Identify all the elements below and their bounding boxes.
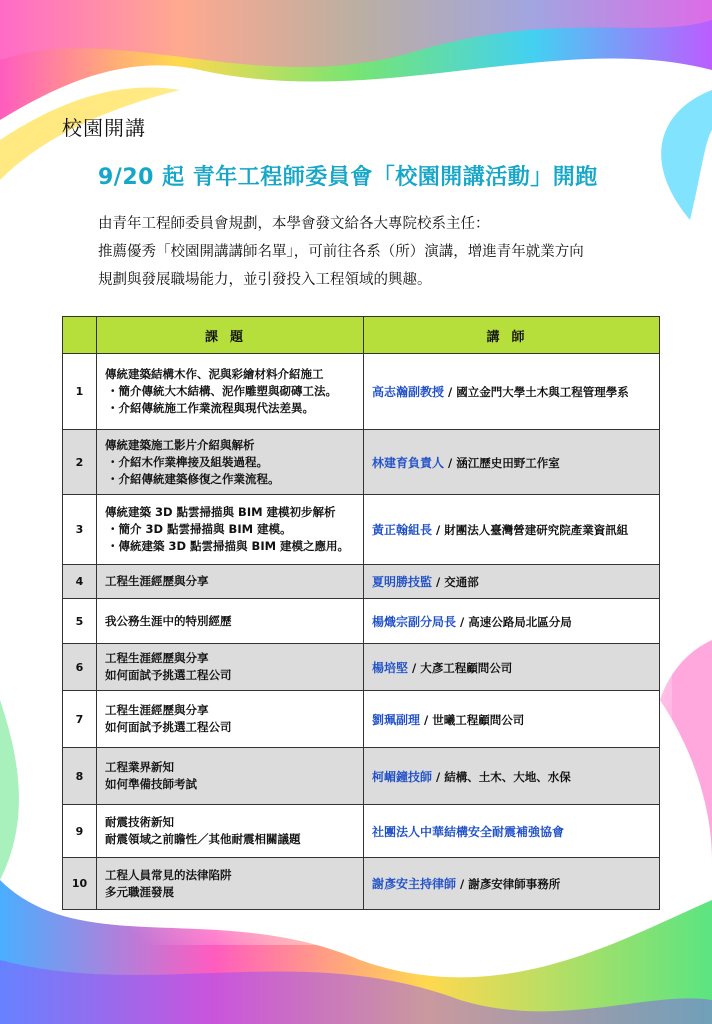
row-number: 5	[63, 599, 97, 644]
speaker-org: / 高速公路局北區分局	[456, 614, 572, 629]
topic-subtitle: 如何面試予挑選工程公司	[105, 720, 232, 734]
row-number: 2	[63, 430, 97, 495]
topic-title: 耐震技術新知	[105, 815, 174, 829]
row-number: 3	[63, 495, 97, 565]
speaker-name: 楊熾宗副分局長	[372, 614, 457, 629]
speaker-org: / 世曦工程顧問公司	[420, 712, 525, 727]
row-number: 4	[63, 565, 97, 599]
speaker-schedule-table	[62, 316, 660, 910]
intro-line: 推薦優秀「校園開講講師名單」，可前往各系（所）演講，增進青年就業方向	[98, 244, 584, 260]
speaker-name: 社團法人中華結構安全耐震補強協會	[372, 824, 565, 839]
table-row	[63, 748, 660, 805]
speaker-name: 高志瀚副教授	[372, 385, 445, 399]
speaker-name: 柯嵋鐘技師	[372, 769, 433, 784]
speaker-name: 黃正翰組長	[372, 523, 433, 537]
topic-subtitle: 如何準備技師考試	[105, 777, 197, 791]
header-topic: 課題	[97, 317, 364, 354]
speaker-name: 謝彥安主持律師	[372, 877, 457, 891]
topic-title: 工程業界新知	[105, 760, 174, 774]
topic-cell	[97, 805, 364, 858]
row-number: 6	[63, 644, 97, 691]
row-number: 9	[63, 805, 97, 858]
header-num	[63, 317, 97, 354]
speaker-cell	[364, 644, 660, 691]
topic-bullet: ・簡介 3D 點雲掃描與 BIM 建模。	[107, 522, 292, 536]
topic-cell	[97, 858, 364, 910]
speaker-cell	[364, 599, 660, 644]
table-row	[63, 565, 660, 599]
topic-cell	[97, 748, 364, 805]
topic-cell	[97, 354, 364, 430]
speaker-org: / 謝彥安律師事務所	[456, 877, 561, 891]
speaker-name: 楊培堅	[372, 660, 409, 675]
table-row	[63, 691, 660, 748]
speaker-cell	[364, 495, 660, 565]
page-headline: 9/20 起 青年工程師委員會「校園開講活動」開跑	[98, 165, 598, 190]
table-header-row	[63, 317, 660, 354]
header-speaker: 講師	[364, 317, 660, 354]
topic-bullet: ・介紹木作業榫接及組裝過程。	[107, 454, 268, 469]
topic-cell	[97, 565, 364, 599]
speaker-org: / 財團法人臺灣營建研究院產業資訊組	[432, 523, 629, 537]
speaker-cell	[364, 430, 660, 495]
topic-bullet: ・介紹傳統施工作業流程與現代法差異。	[107, 401, 314, 415]
table-row	[63, 858, 660, 910]
speaker-name: 劉珮副理	[372, 712, 421, 727]
topic-title: 工程生涯經歷與分享	[105, 574, 209, 588]
speaker-org: / 大彥工程顧問公司	[408, 660, 513, 675]
topic-bullet: ・傳統建築 3D 點雲掃描與 BIM 建模之應用。	[107, 539, 350, 553]
topic-title: 傳統建築 3D 點雲掃描與 BIM 建模初步解析	[105, 505, 336, 519]
speaker-cell	[364, 354, 660, 430]
topic-subtitle: 多元職涯發展	[105, 884, 174, 899]
topic-cell	[97, 430, 364, 495]
speaker-cell	[364, 691, 660, 748]
speaker-cell	[364, 748, 660, 805]
topic-bullet: ・介紹傳統建築修復之作業流程。	[107, 471, 280, 486]
speaker-cell	[364, 565, 660, 599]
row-number: 8	[63, 748, 97, 805]
row-number: 10	[63, 858, 97, 910]
row-number: 1	[63, 354, 97, 430]
intro-paragraph	[98, 210, 658, 294]
table-row	[63, 430, 660, 495]
topic-title: 傳統建築施工影片介紹與解析	[105, 437, 255, 452]
speaker-name: 夏明勝技監	[372, 575, 433, 589]
table-row	[63, 495, 660, 565]
speaker-org: / 涵江歷史田野工作室	[444, 455, 560, 470]
speaker-org: / 國立金門大學土木與工程管理學系	[444, 385, 629, 399]
speaker-org: / 結構、土木、大地、水保	[432, 769, 571, 784]
table-row	[63, 599, 660, 644]
speaker-cell	[364, 858, 660, 910]
speaker-cell	[364, 805, 660, 858]
topic-title: 傳統建築結構木作、泥與彩繪材料介紹施工	[105, 367, 324, 381]
topic-cell	[97, 691, 364, 748]
topic-cell	[97, 599, 364, 644]
table-row	[63, 354, 660, 430]
row-number: 7	[63, 691, 97, 748]
speaker-name: 林建育負責人	[372, 455, 445, 470]
topic-subtitle: 耐震領域之前瞻性／其他耐震相關議題	[105, 832, 301, 846]
table-row	[63, 644, 660, 691]
intro-line: 規劃與發展職場能力，並引發投入工程領域的興趣。	[98, 272, 432, 288]
topic-title: 我公務生涯中的特別經歷	[105, 613, 232, 628]
section-title: 校園開講	[62, 116, 146, 140]
topic-title: 工程人員常見的法律陷阱	[105, 867, 232, 882]
intro-line: 由青年工程師委員會規劃，本學會發文給各大專院校系主任：	[98, 216, 490, 232]
topic-cell	[97, 495, 364, 565]
topic-title: 工程生涯經歷與分享	[105, 651, 209, 665]
topic-title: 工程生涯經歷與分享	[105, 703, 209, 717]
topic-bullet: ・簡介傳統大木結構、泥作雕塑與砌磚工法。	[107, 384, 337, 398]
topic-cell	[97, 644, 364, 691]
speaker-org: / 交通部	[432, 575, 479, 589]
table-row	[63, 805, 660, 858]
topic-subtitle: 如何面試予挑選工程公司	[105, 668, 232, 682]
